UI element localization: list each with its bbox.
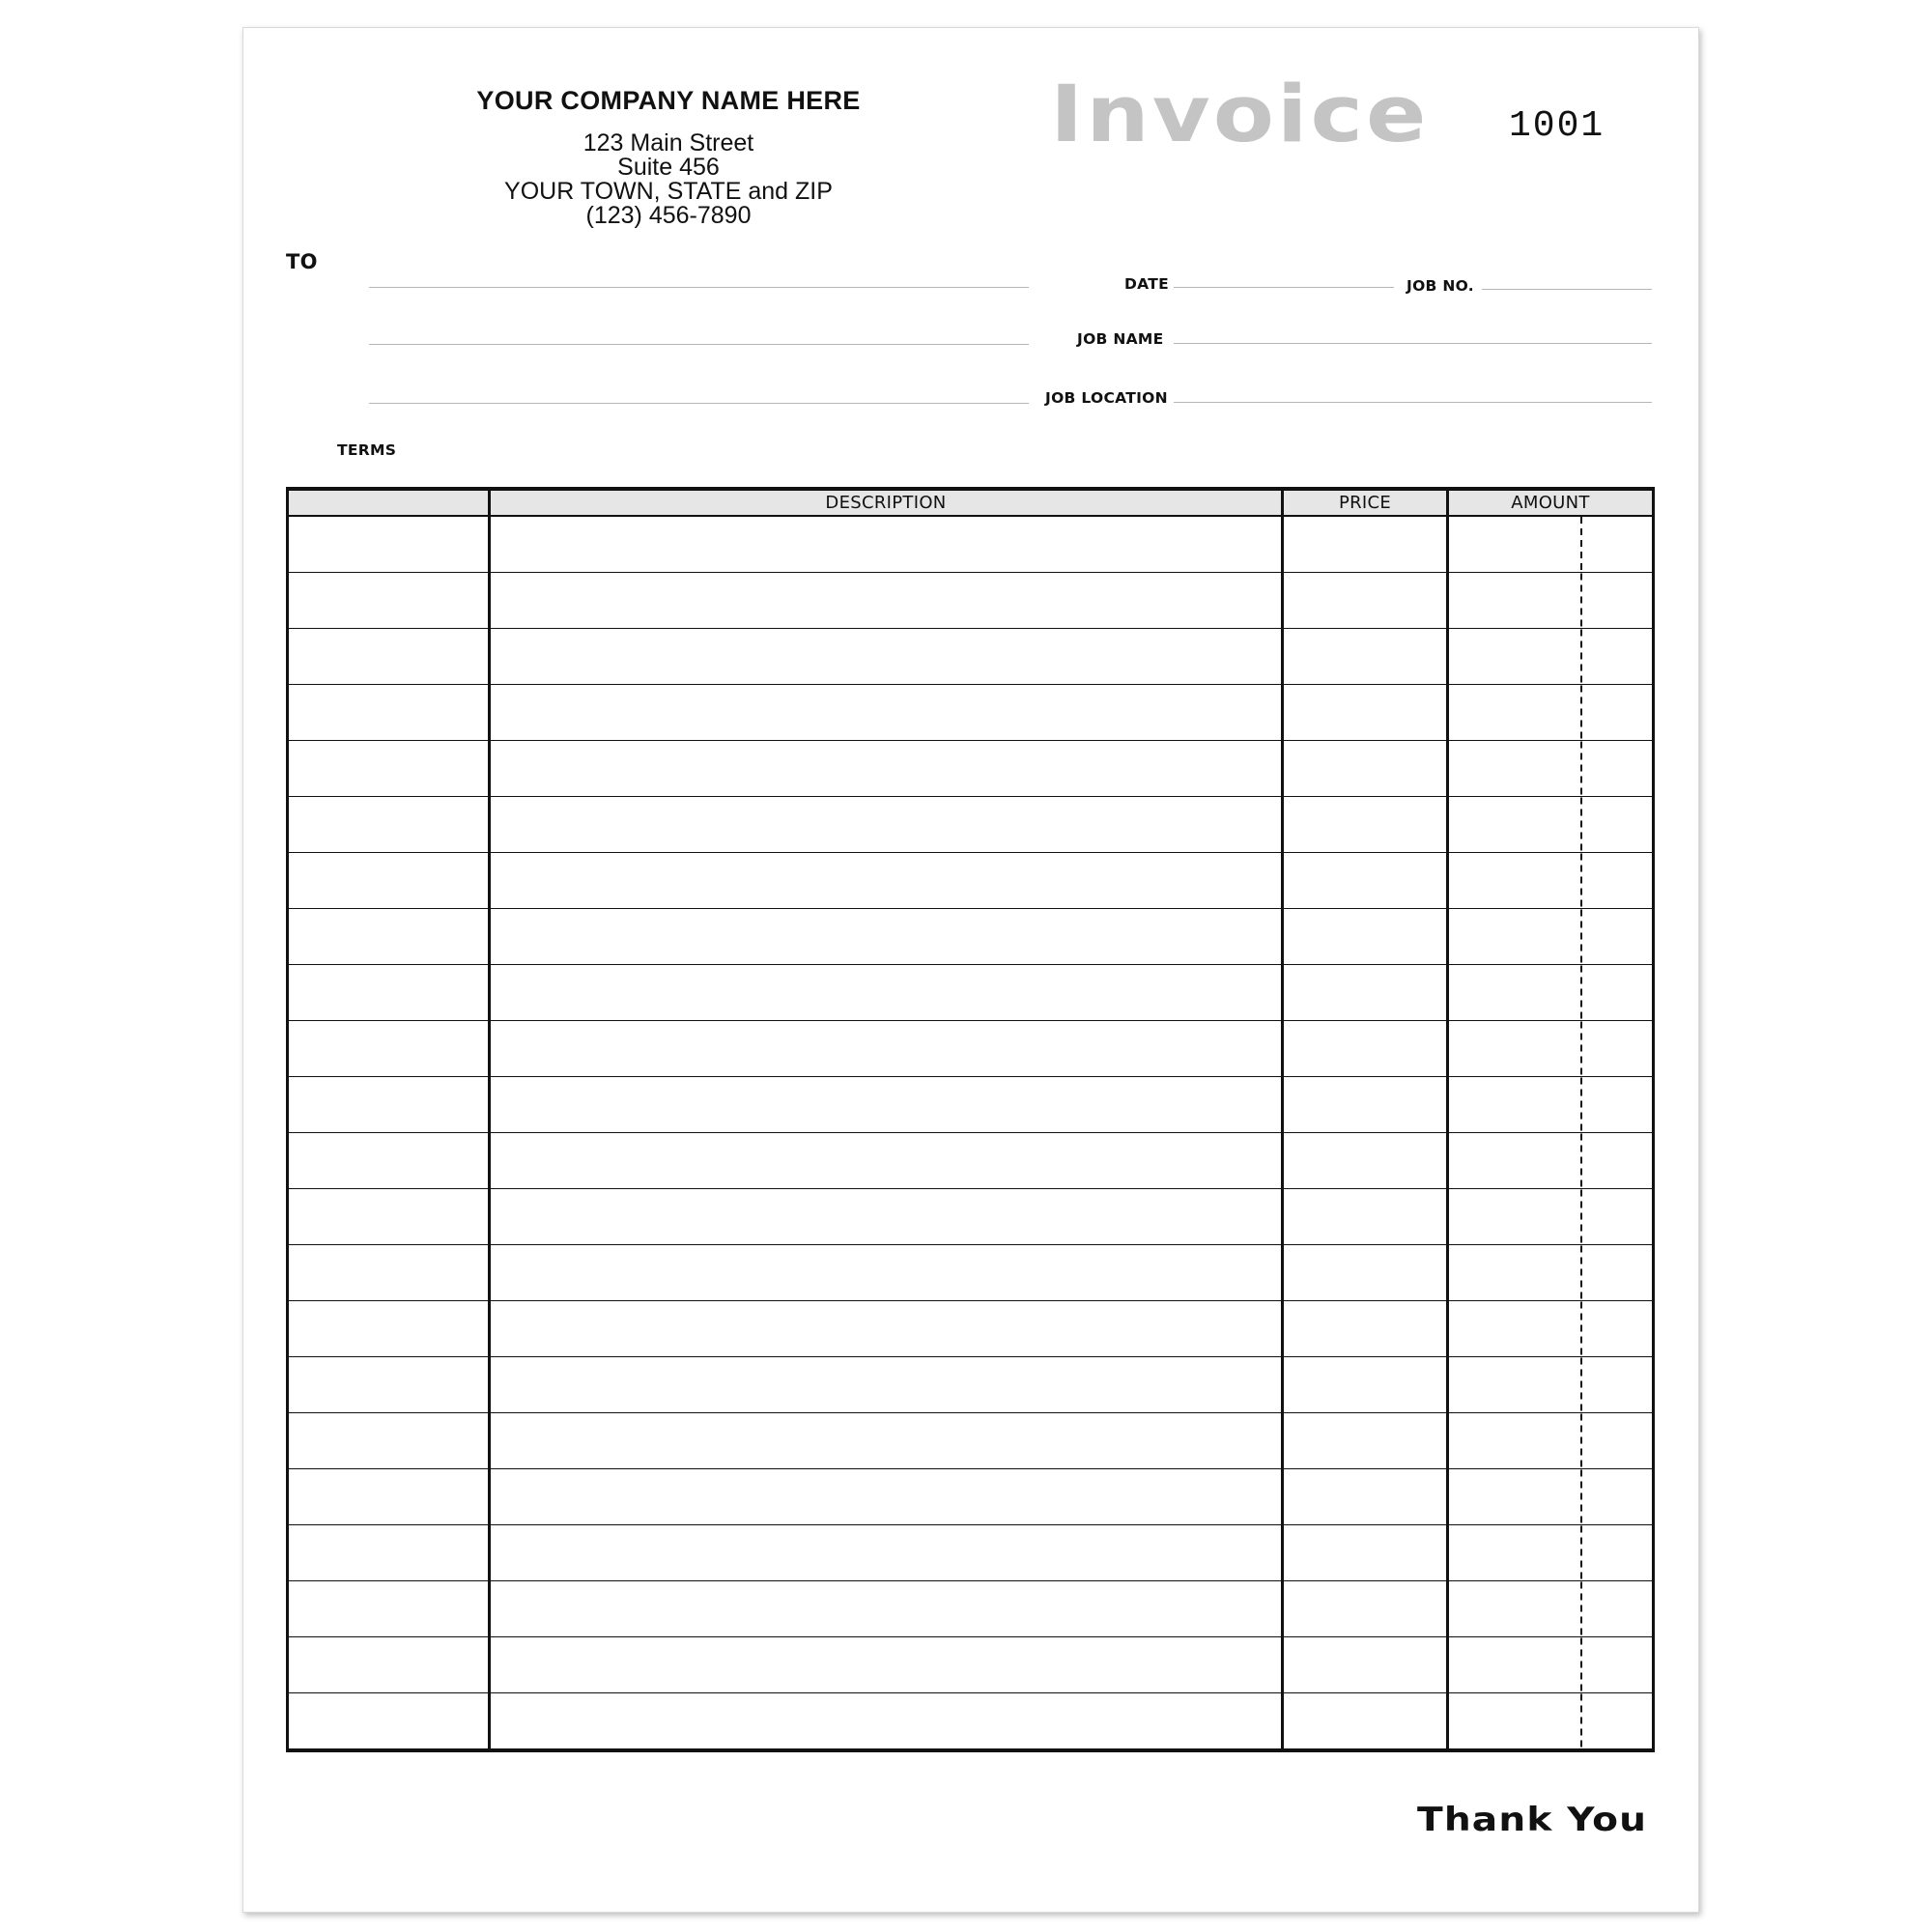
qty-cell[interactable] bbox=[288, 573, 490, 629]
description-cell[interactable] bbox=[490, 1637, 1283, 1693]
qty-cell[interactable] bbox=[288, 1413, 490, 1469]
qty-cell[interactable] bbox=[288, 1301, 490, 1357]
price-cell[interactable] bbox=[1283, 1301, 1448, 1357]
amount-cell[interactable] bbox=[1448, 685, 1654, 741]
table-row bbox=[288, 1693, 1654, 1751]
description-cell[interactable] bbox=[490, 1301, 1283, 1357]
price-cell[interactable] bbox=[1283, 573, 1448, 629]
amount-cell[interactable] bbox=[1448, 797, 1654, 853]
table-row bbox=[288, 1469, 1654, 1525]
company-phone: (123) 456-7890 bbox=[585, 202, 752, 229]
price-cell[interactable] bbox=[1283, 909, 1448, 965]
qty-cell[interactable] bbox=[288, 965, 490, 1021]
to-line-2[interactable] bbox=[369, 344, 1029, 345]
amount-cell[interactable] bbox=[1448, 965, 1654, 1021]
table-row bbox=[288, 797, 1654, 853]
qty-cell[interactable] bbox=[288, 685, 490, 741]
amount-cell[interactable] bbox=[1448, 1021, 1654, 1077]
amount-cell[interactable] bbox=[1448, 1357, 1654, 1413]
table-row bbox=[288, 1077, 1654, 1133]
amount-cell[interactable] bbox=[1448, 1133, 1654, 1189]
table-header-row bbox=[288, 489, 1654, 516]
company-address-city: YOUR TOWN, STATE and ZIP bbox=[504, 178, 833, 205]
qty-cell[interactable] bbox=[288, 1245, 490, 1301]
price-cell[interactable] bbox=[1283, 853, 1448, 909]
qty-cell[interactable] bbox=[288, 853, 490, 909]
company-address-suite: Suite 456 bbox=[617, 154, 720, 181]
price-cell[interactable] bbox=[1283, 1693, 1448, 1751]
qty-cell[interactable] bbox=[288, 1581, 490, 1637]
column-header-amount: AMOUNT bbox=[1448, 489, 1654, 516]
description-cell[interactable] bbox=[490, 516, 1283, 573]
description-cell[interactable] bbox=[490, 797, 1283, 853]
to-line-3[interactable] bbox=[369, 403, 1029, 404]
price-cell[interactable] bbox=[1283, 685, 1448, 741]
job-no-line[interactable] bbox=[1482, 289, 1652, 290]
amount-cell[interactable] bbox=[1448, 1245, 1654, 1301]
date-line[interactable] bbox=[1174, 287, 1394, 288]
line-items-body bbox=[288, 516, 1654, 1750]
price-cell[interactable] bbox=[1283, 1357, 1448, 1413]
job-name-line[interactable] bbox=[1174, 343, 1652, 344]
description-cell[interactable] bbox=[490, 629, 1283, 685]
line-items-table bbox=[286, 487, 1655, 1752]
qty-cell[interactable] bbox=[288, 1693, 490, 1751]
table-row bbox=[288, 685, 1654, 741]
table-row bbox=[288, 629, 1654, 685]
table-row bbox=[288, 909, 1654, 965]
description-cell[interactable] bbox=[490, 1693, 1283, 1751]
company-header bbox=[388, 86, 949, 228]
description-cell[interactable] bbox=[490, 1525, 1283, 1581]
amount-cell[interactable] bbox=[1448, 1693, 1654, 1751]
qty-cell[interactable] bbox=[288, 629, 490, 685]
table-row bbox=[288, 1581, 1654, 1637]
job-location-line[interactable] bbox=[1174, 402, 1652, 403]
qty-cell[interactable] bbox=[288, 797, 490, 853]
price-cell[interactable] bbox=[1283, 1021, 1448, 1077]
table-row bbox=[288, 573, 1654, 629]
job-location-label: JOB LOCATION bbox=[1045, 389, 1168, 407]
table-row bbox=[288, 853, 1654, 909]
qty-cell[interactable] bbox=[288, 1357, 490, 1413]
price-cell[interactable] bbox=[1283, 797, 1448, 853]
amount-cell[interactable] bbox=[1448, 1637, 1654, 1693]
price-cell[interactable] bbox=[1283, 1525, 1448, 1581]
company-address-street: 123 Main Street bbox=[582, 129, 754, 156]
date-label: DATE bbox=[1124, 275, 1170, 293]
table-row bbox=[288, 1021, 1654, 1077]
table-row bbox=[288, 1301, 1654, 1357]
qty-cell[interactable] bbox=[288, 1525, 490, 1581]
amount-cell[interactable] bbox=[1448, 1301, 1654, 1357]
description-cell[interactable] bbox=[490, 965, 1283, 1021]
price-cell[interactable] bbox=[1283, 1245, 1448, 1301]
table-row bbox=[288, 1245, 1654, 1301]
description-cell[interactable] bbox=[490, 1581, 1283, 1637]
amount-cell[interactable] bbox=[1448, 1469, 1654, 1525]
description-cell[interactable] bbox=[490, 741, 1283, 797]
description-cell[interactable] bbox=[490, 1357, 1283, 1413]
price-cell[interactable] bbox=[1283, 1413, 1448, 1469]
job-no-label: JOB NO. bbox=[1406, 277, 1474, 295]
price-cell[interactable] bbox=[1283, 1133, 1448, 1189]
table-row bbox=[288, 1413, 1654, 1469]
price-cell[interactable] bbox=[1283, 1581, 1448, 1637]
to-label: TO bbox=[286, 250, 318, 273]
price-cell[interactable] bbox=[1283, 629, 1448, 685]
description-cell[interactable] bbox=[490, 1413, 1283, 1469]
company-name: YOUR COMPANY NAME HERE bbox=[476, 86, 861, 115]
price-cell[interactable] bbox=[1283, 1077, 1448, 1133]
table-row bbox=[288, 516, 1654, 573]
table-row bbox=[288, 1189, 1654, 1245]
description-cell[interactable] bbox=[490, 1077, 1283, 1133]
description-cell[interactable] bbox=[490, 909, 1283, 965]
price-cell[interactable] bbox=[1283, 1637, 1448, 1693]
amount-cell[interactable] bbox=[1448, 909, 1654, 965]
qty-cell[interactable] bbox=[288, 516, 490, 573]
invoice-number: 1001 bbox=[1509, 105, 1605, 147]
amount-cell[interactable] bbox=[1448, 1189, 1654, 1245]
description-cell[interactable] bbox=[490, 573, 1283, 629]
amount-cell[interactable] bbox=[1448, 629, 1654, 685]
invoice-sheet bbox=[242, 27, 1699, 1913]
closing-text: Thank You bbox=[1417, 1801, 1648, 1839]
price-cell[interactable] bbox=[1283, 516, 1448, 573]
amount-cell[interactable] bbox=[1448, 853, 1654, 909]
amount-cell[interactable] bbox=[1448, 1525, 1654, 1581]
column-header-description: DESCRIPTION bbox=[490, 489, 1283, 516]
job-name-label: JOB NAME bbox=[1077, 330, 1164, 348]
qty-cell[interactable] bbox=[288, 909, 490, 965]
qty-cell[interactable] bbox=[288, 1637, 490, 1693]
column-header-price: PRICE bbox=[1283, 489, 1448, 516]
description-cell[interactable] bbox=[490, 1021, 1283, 1077]
price-cell[interactable] bbox=[1283, 1469, 1448, 1525]
price-cell[interactable] bbox=[1283, 1189, 1448, 1245]
qty-cell[interactable] bbox=[288, 1021, 490, 1077]
price-cell[interactable] bbox=[1283, 965, 1448, 1021]
qty-cell[interactable] bbox=[288, 1133, 490, 1189]
table-row bbox=[288, 1357, 1654, 1413]
to-line-1[interactable] bbox=[369, 287, 1029, 288]
table-row bbox=[288, 741, 1654, 797]
amount-cell[interactable] bbox=[1448, 516, 1654, 573]
description-cell[interactable] bbox=[490, 853, 1283, 909]
qty-cell[interactable] bbox=[288, 1469, 490, 1525]
document-title: Invoice bbox=[1050, 69, 1430, 160]
table-row bbox=[288, 1133, 1654, 1189]
qty-cell[interactable] bbox=[288, 1189, 490, 1245]
description-cell[interactable] bbox=[490, 1189, 1283, 1245]
amount-cell[interactable] bbox=[1448, 741, 1654, 797]
amount-cell[interactable] bbox=[1448, 1413, 1654, 1469]
table-row bbox=[288, 1525, 1654, 1581]
description-cell[interactable] bbox=[490, 1469, 1283, 1525]
amount-cell[interactable] bbox=[1448, 573, 1654, 629]
description-cell[interactable] bbox=[490, 1133, 1283, 1189]
amount-cell[interactable] bbox=[1448, 1581, 1654, 1637]
qty-cell[interactable] bbox=[288, 741, 490, 797]
column-header-qty bbox=[288, 489, 490, 516]
description-cell[interactable] bbox=[490, 1245, 1283, 1301]
table-row bbox=[288, 1637, 1654, 1693]
amount-cell[interactable] bbox=[1448, 1077, 1654, 1133]
description-cell[interactable] bbox=[490, 685, 1283, 741]
terms-label: TERMS bbox=[337, 441, 397, 459]
table-row bbox=[288, 965, 1654, 1021]
qty-cell[interactable] bbox=[288, 1077, 490, 1133]
price-cell[interactable] bbox=[1283, 741, 1448, 797]
